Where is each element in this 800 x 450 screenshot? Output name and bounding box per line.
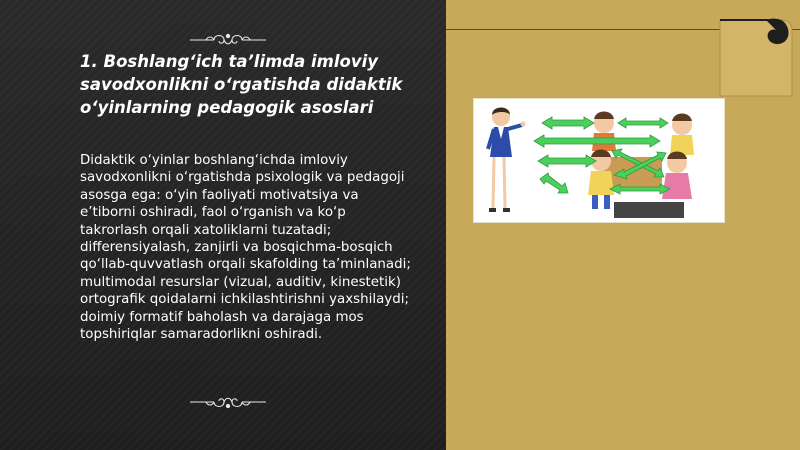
- folded-page-corner-icon: [716, 16, 794, 98]
- slide-title: 1. Boshlang‘ich ta’limda imloviy savodxonlikni o‘rgatishda didaktik o‘yinlarning pedagogik asoslari: [80, 52, 403, 117]
- classroom-illustration: [474, 99, 724, 222]
- flourish-ornament-bottom-icon: [188, 393, 268, 411]
- flourish-ornament-top-icon: [188, 31, 268, 49]
- slide-body-text: Didaktik o‘yinlar boshlang‘ichda imloviy savodxonlikni o‘rgatishda psixologik va pedagoji asosga ega: o‘yin faoliyati motivatsiya va e’tiborni oshiradi, faol o‘rganish va ko‘p takrorlash orqali xatoliklarni tuzatadi; differensiyalash, zanjirli va bosqichma-bosqich qo‘llab-quvvatlash orqali skafolding ta’minlanadi; multimodal resurslar (vizual, auditiv, kinestetik) ortografik qoidalarni ichkilashtirishni yaxshilaydi; doimiy formatif baholash va darajaga mos topshiriqlar samaradorlikni oshiradi.: [80, 153, 411, 343]
- table-shape: [614, 202, 684, 218]
